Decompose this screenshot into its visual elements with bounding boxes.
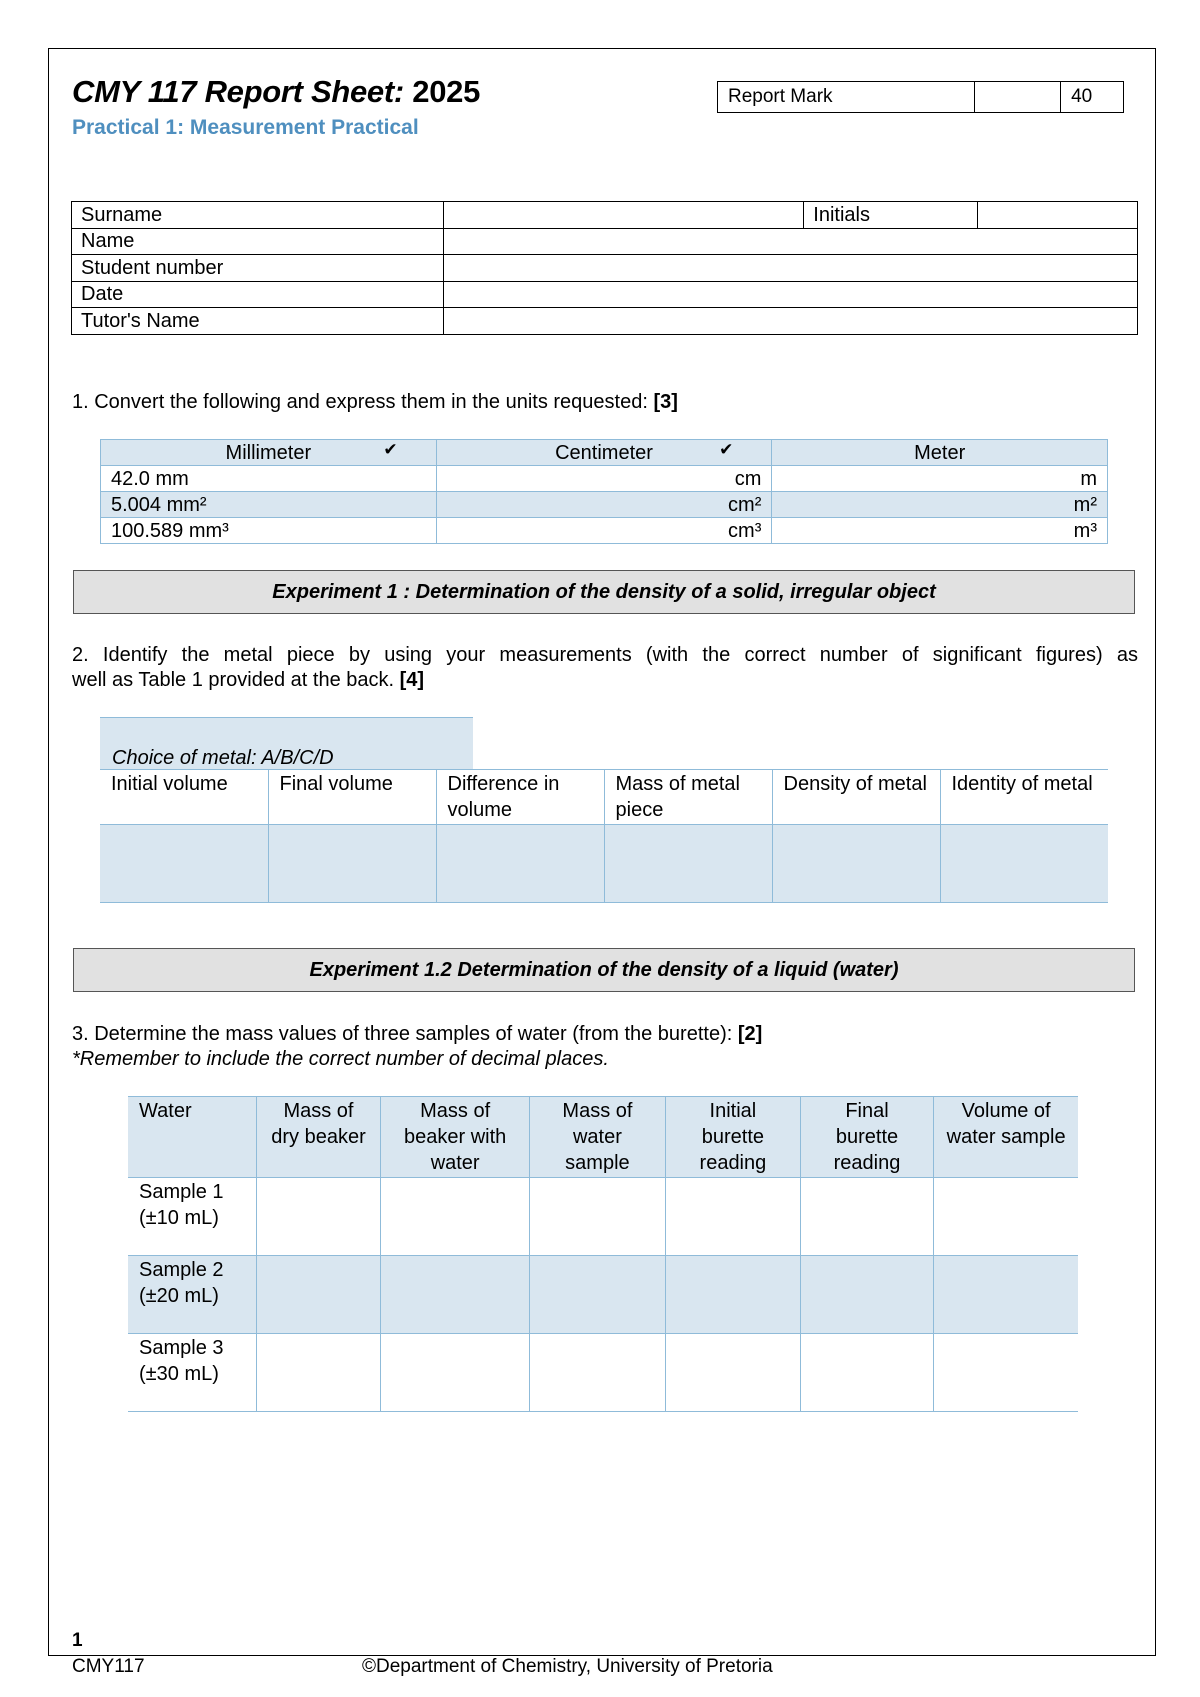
metal-choice-label: Choice of metal: A/B/C/D (112, 747, 334, 769)
mass-dry-beaker-field[interactable] (256, 1256, 381, 1334)
report-mark-label: Report Mark (718, 82, 975, 113)
report-mark-table (717, 81, 1124, 113)
sample-label: Sample 2 (±20 mL) (128, 1256, 256, 1334)
mass-beaker-water-field[interactable] (381, 1334, 529, 1412)
question-1-text: . Convert the following and express them in the units requested: (83, 391, 654, 413)
question-3-note: *Remember to include the correct number of decimal places. (72, 1048, 609, 1070)
question-1-marks: [3] (653, 391, 678, 413)
checkmark-icon: ✔ (383, 440, 398, 459)
surname-field[interactable] (443, 202, 804, 229)
header-difference-volume: Difference in volume (436, 770, 604, 825)
name-field[interactable] (443, 228, 1137, 255)
conversion-table (100, 439, 1108, 544)
question-2-marks: [4] (399, 669, 425, 691)
initial-burette-field[interactable] (666, 1256, 801, 1334)
mass-water-sample-field[interactable] (529, 1334, 665, 1412)
experiment-1-2-banner: Experiment 1.2 Determination of the density of a liquid (water) (73, 948, 1135, 992)
mass-water-sample-field[interactable] (529, 1178, 665, 1256)
header-millimeter: Millimeter ✔ (101, 440, 437, 466)
report-mark-input[interactable] (975, 82, 1061, 113)
header-final-burette: Final burette reading (800, 1097, 933, 1178)
final-burette-field[interactable] (800, 1178, 933, 1256)
header-meter: Meter (772, 440, 1108, 466)
surname-label: Surname (72, 202, 444, 229)
header-mass-dry-beaker: Mass of dry beaker (256, 1097, 381, 1178)
page-title (72, 74, 480, 110)
water-density-table (128, 1096, 1078, 1412)
question-2 (72, 643, 1138, 693)
conversion-row (101, 466, 1108, 492)
header-density-metal: Density of metal (772, 770, 940, 825)
table-row (128, 1178, 1078, 1256)
question-1-number: 1 (72, 391, 84, 413)
checkmark-icon: ✔ (719, 440, 734, 459)
initials-label: Initials (804, 202, 978, 229)
final-burette-field[interactable] (800, 1256, 933, 1334)
density-metal-field[interactable] (772, 825, 940, 903)
header-centimeter: Centimeter ✔ (436, 440, 772, 466)
header-mass-beaker-water: Mass of beaker with water (381, 1097, 529, 1178)
question-3-text: 3. Determine the mass values of three samples of water (from the burette): (72, 1023, 738, 1045)
cm-answer-field[interactable]: cm³ (436, 518, 772, 544)
mass-metal-field[interactable] (604, 825, 772, 903)
tutor-label: Tutor's Name (72, 308, 444, 335)
question-2-line-2: well as Table 1 provided at the back. (72, 669, 400, 691)
header-initial-burette: Initial burette reading (666, 1097, 801, 1178)
initial-burette-field[interactable] (666, 1334, 801, 1412)
table-row (128, 1334, 1078, 1412)
cm-answer-field[interactable]: cm (436, 466, 772, 492)
tutor-field[interactable] (443, 308, 1137, 335)
footer-course: CMY117 (72, 1656, 145, 1677)
header-water: Water (128, 1097, 256, 1178)
metal-identification-table (100, 769, 1108, 903)
m-answer-field[interactable]: m (772, 466, 1108, 492)
report-mark-total: 40 (1061, 82, 1124, 113)
difference-volume-field[interactable] (436, 825, 604, 903)
m-answer-field[interactable]: m³ (772, 518, 1108, 544)
footer-copyright: ©Department of Chemistry, University of Pretoria (362, 1656, 773, 1677)
metal-choice-box[interactable] (100, 717, 473, 770)
volume-water-field[interactable] (934, 1334, 1078, 1412)
initial-volume-field[interactable] (100, 825, 268, 903)
header-identity-metal: Identity of metal (940, 770, 1108, 825)
header-mass-metal: Mass of metal piece (604, 770, 772, 825)
header-final-volume: Final volume (268, 770, 436, 825)
title-year: 2025 (412, 74, 481, 109)
mass-water-sample-field[interactable] (529, 1256, 665, 1334)
page-number: 1 (72, 1630, 83, 1651)
question-3-marks: [2] (737, 1023, 763, 1045)
mm-value: 42.0 mm (101, 466, 437, 492)
mm-value: 5.004 mm² (101, 492, 437, 518)
volume-water-field[interactable] (934, 1178, 1078, 1256)
date-field[interactable] (443, 281, 1137, 308)
page-subtitle: Practical 1: Measurement Practical (72, 116, 419, 139)
experiment-1-banner: Experiment 1 : Determination of the density of a solid, irregular object (73, 570, 1135, 614)
question-2-line-1: 2. Identify the metal piece by using your measurements (with the correct number of significant figures) as (72, 644, 1138, 666)
volume-water-field[interactable] (934, 1256, 1078, 1334)
mass-dry-beaker-field[interactable] (256, 1178, 381, 1256)
m-answer-field[interactable]: m² (772, 492, 1108, 518)
identity-metal-field[interactable] (940, 825, 1108, 903)
mass-dry-beaker-field[interactable] (256, 1334, 381, 1412)
final-burette-field[interactable] (800, 1334, 933, 1412)
student-number-label: Student number (72, 255, 444, 282)
conversion-row (101, 492, 1108, 518)
header-mass-water-sample: Mass of water sample (529, 1097, 665, 1178)
mass-beaker-water-field[interactable] (381, 1256, 529, 1334)
table-row (128, 1256, 1078, 1334)
question-3 (72, 1022, 762, 1072)
final-volume-field[interactable] (268, 825, 436, 903)
student-number-field[interactable] (443, 255, 1137, 282)
initials-field[interactable] (978, 202, 1138, 229)
header-volume-water: Volume of water sample (934, 1097, 1078, 1178)
sample-label: Sample 3 (±30 mL) (128, 1334, 256, 1412)
conversion-row (101, 518, 1108, 544)
sample-label: Sample 1 (±10 mL) (128, 1178, 256, 1256)
name-label: Name (72, 228, 444, 255)
date-label: Date (72, 281, 444, 308)
header-initial-volume: Initial volume (100, 770, 268, 825)
question-1 (72, 390, 678, 415)
student-details-table (71, 201, 1138, 335)
cm-answer-field[interactable]: cm² (436, 492, 772, 518)
title-text: CMY 117 Report Sheet: (72, 74, 404, 109)
mm-value: 100.589 mm³ (101, 518, 437, 544)
initial-burette-field[interactable] (666, 1178, 801, 1256)
mass-beaker-water-field[interactable] (381, 1178, 529, 1256)
